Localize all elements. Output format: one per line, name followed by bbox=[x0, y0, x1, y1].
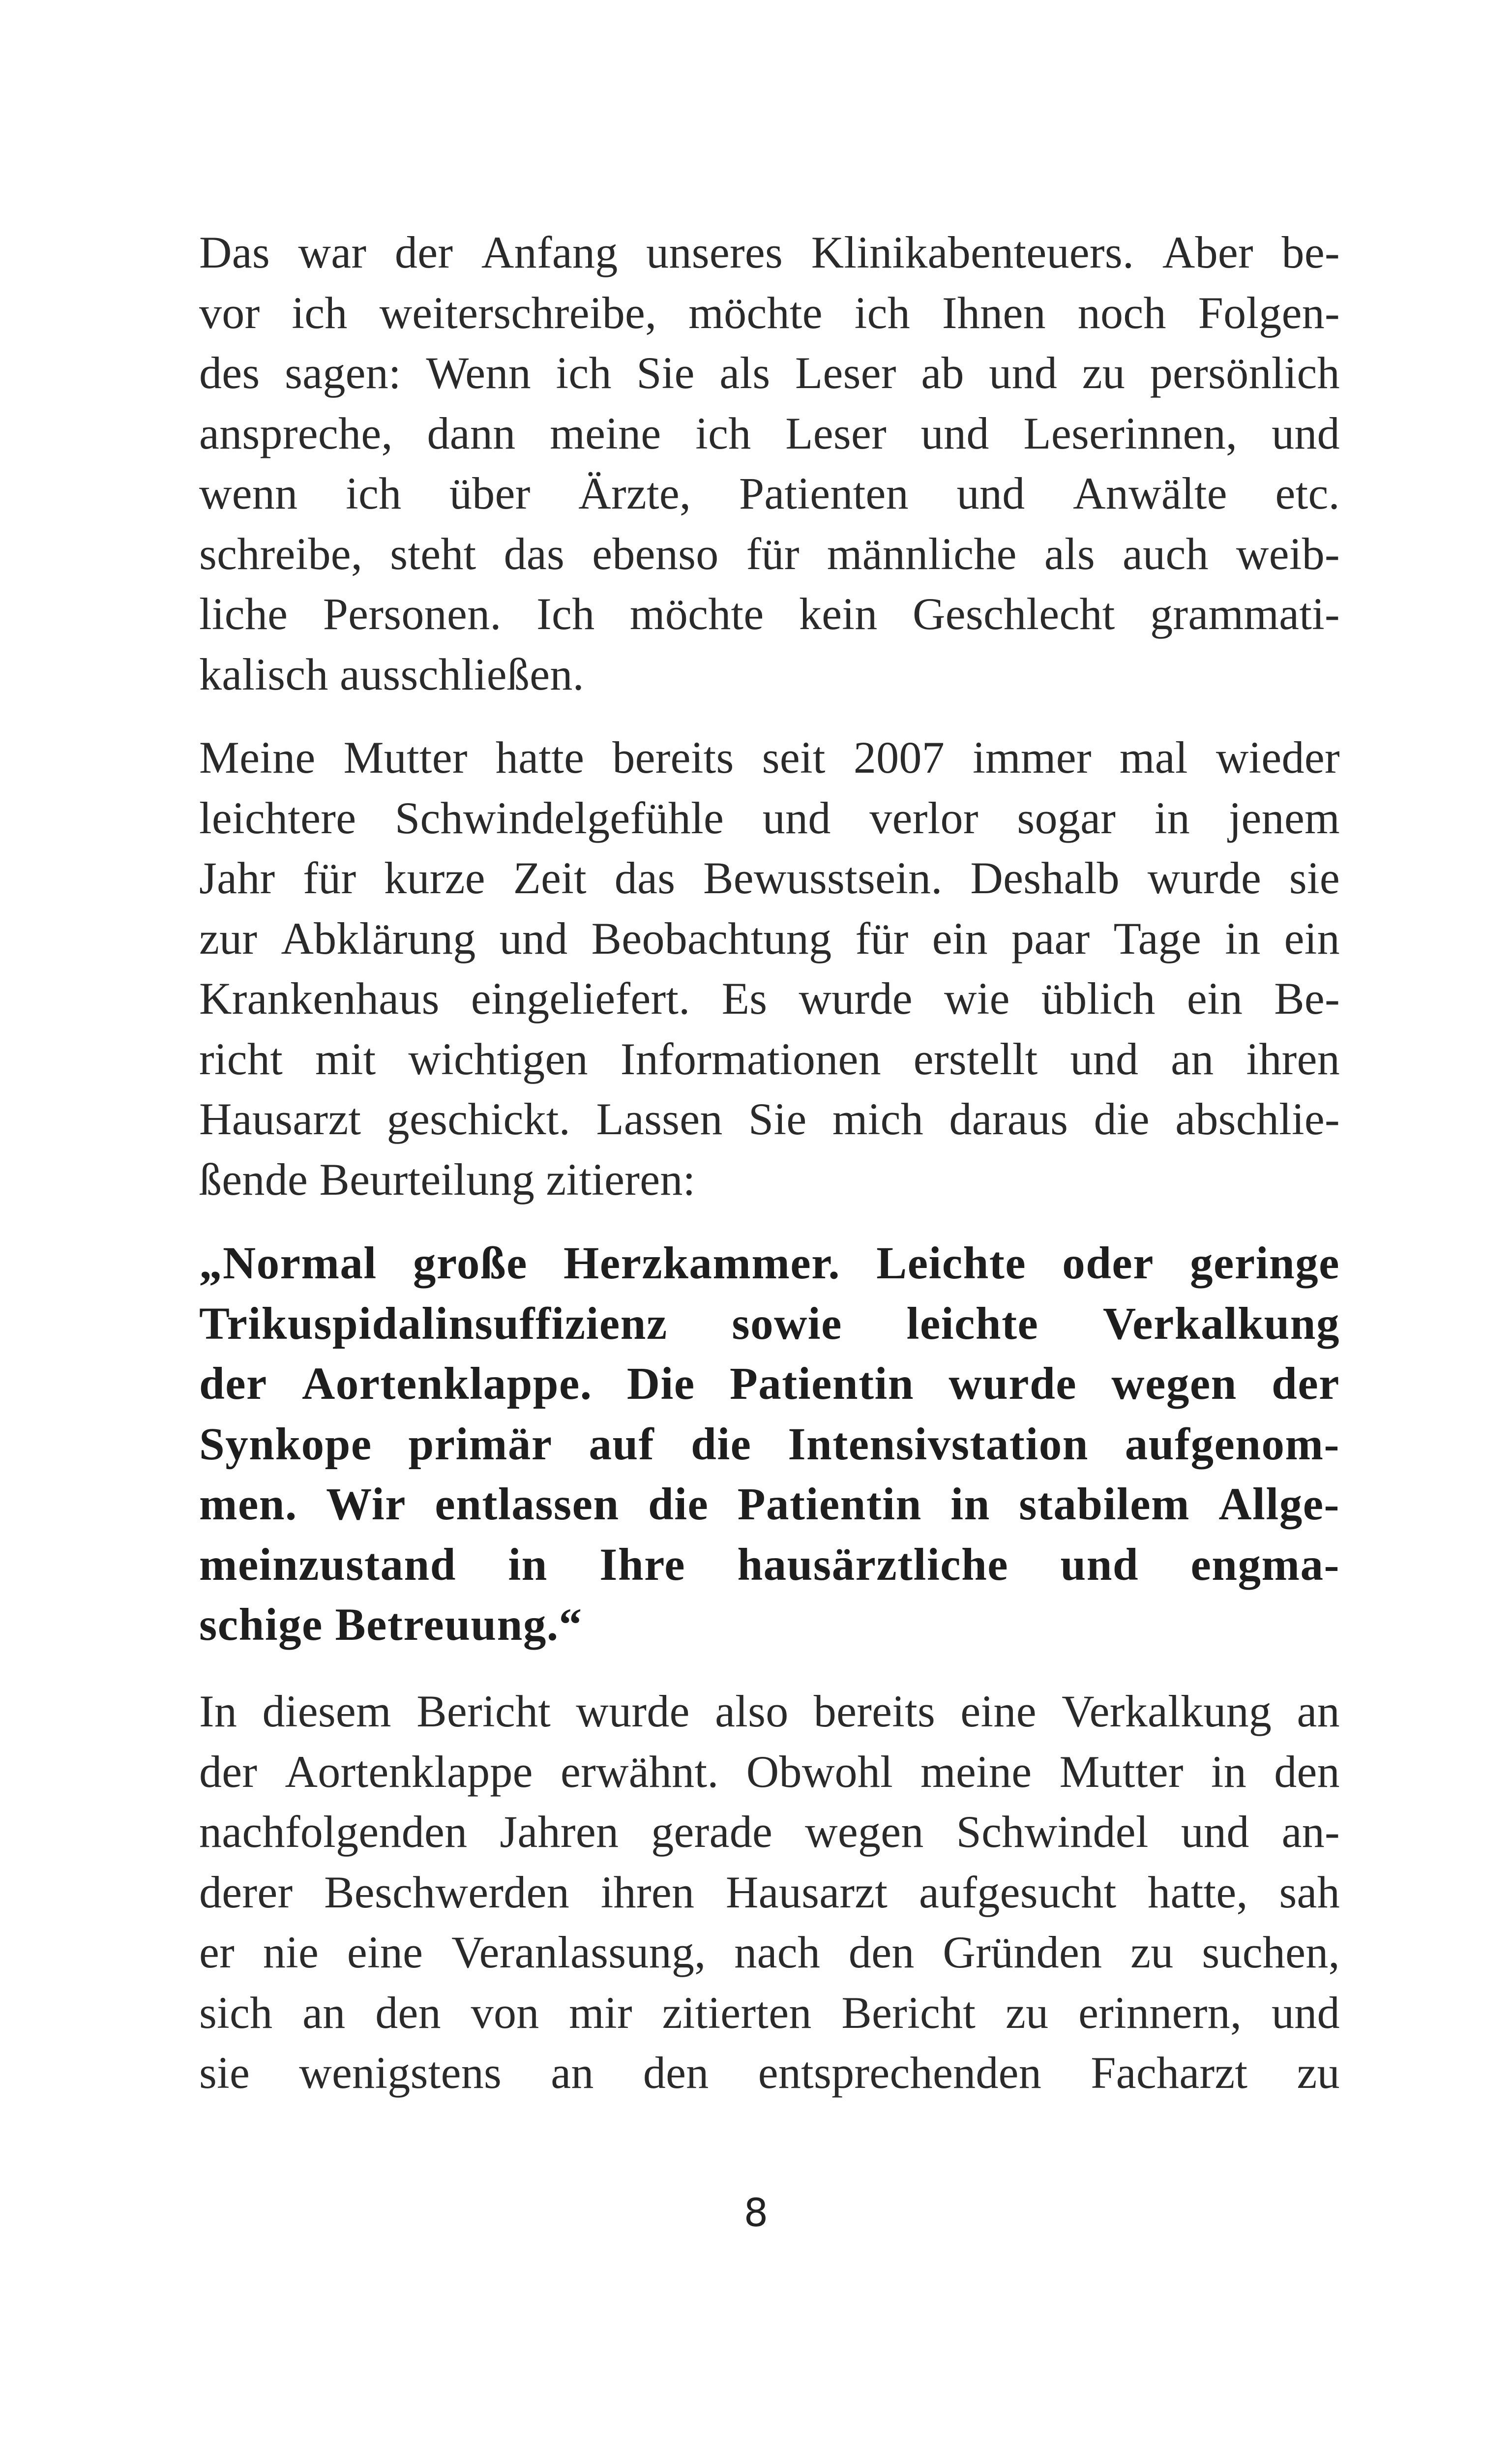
text-line: Jahr für kurze Zeit das Bewusstsein. Deshalb wurde sie bbox=[199, 853, 1340, 903]
quote-line-last: schige Betreuung.“ bbox=[199, 1599, 583, 1650]
text-line: Hausarzt geschickt. Lassen Sie mich daraus die abschlie- bbox=[199, 1094, 1340, 1144]
text-line-last: ßende Beurteilung zitieren: bbox=[199, 1154, 696, 1205]
text-line: liche Personen. Ich möchte kein Geschlecht grammati- bbox=[199, 589, 1340, 639]
text-line-last: kalisch ausschließen. bbox=[199, 649, 584, 699]
text-line: Meine Mutter hatte bereits seit 2007 immer mal wieder bbox=[199, 732, 1340, 783]
quote-line: der Aortenklappe. Die Patientin wurde wegen der bbox=[199, 1358, 1340, 1409]
paragraph-intro-note bbox=[199, 222, 1340, 704]
text-line: anspreche, dann meine ich Leser und Leserinnen, und bbox=[199, 408, 1340, 458]
text-line: schreibe, steht das ebenso für männliche als auch weib- bbox=[199, 528, 1340, 579]
text-line: derer Beschwerden ihren Hausarzt aufgesucht hatte, sah bbox=[199, 1867, 1340, 1917]
quote-line: „Normal große Herzkammer. Leichte oder geringe bbox=[199, 1238, 1340, 1289]
text-line: zur Abklärung und Beobachtung für ein paar Tage in ein bbox=[199, 913, 1340, 964]
text-line: sich an den von mir zitierten Bericht zu erinnern, und bbox=[199, 1987, 1340, 2038]
paragraph-mother-history bbox=[199, 727, 1340, 1209]
text-line: vor ich weiterschreibe, möchte ich Ihnen noch Folgen- bbox=[199, 287, 1340, 338]
text-line: der Aortenklappe erwähnt. Obwohl meine Mutter in den bbox=[199, 1746, 1340, 1797]
text-line: wenn ich über Ärzte, Patienten und Anwälte etc. bbox=[199, 468, 1340, 518]
text-line: Das war der Anfang unseres Klinikabenteuers. Aber be- bbox=[199, 227, 1340, 277]
text-line: des sagen: Wenn ich Sie als Leser ab und zu persönlich bbox=[199, 348, 1340, 398]
text-line: leichtere Schwindelgefühle und verlor sogar in jenem bbox=[199, 792, 1340, 843]
quote-line: meinzustand in Ihre hausärztliche und engma- bbox=[199, 1539, 1340, 1590]
paragraph-report-followup bbox=[199, 1681, 1340, 2103]
quote-line: Trikuspidalinsuffizienz sowie leichte Verkalkung bbox=[199, 1298, 1340, 1349]
text-line: In diesem Bericht wurde also bereits eine Verkalkung an bbox=[199, 1686, 1340, 1736]
text-line: sie wenigstens an den entsprechenden Facharzt zu bbox=[199, 2048, 1340, 2098]
text-line: richt mit wichtigen Informationen erstellt und an ihren bbox=[199, 1033, 1340, 1084]
text-line: Krankenhaus eingeliefert. Es wurde wie üblich ein Be- bbox=[199, 973, 1340, 1024]
quote-line: Synkope primär auf die Intensivstation aufgenom- bbox=[199, 1418, 1340, 1470]
quote-line: men. Wir entlassen die Patientin in stabilem Allge- bbox=[199, 1479, 1340, 1530]
quoted-medical-assessment bbox=[199, 1234, 1340, 1656]
text-line: nachfolgenden Jahren gerade wegen Schwindel und an- bbox=[199, 1807, 1340, 1857]
text-line: er nie eine Veranlassung, nach den Gründen zu suchen, bbox=[199, 1927, 1340, 1977]
page-number: 8 bbox=[743, 2191, 769, 2235]
